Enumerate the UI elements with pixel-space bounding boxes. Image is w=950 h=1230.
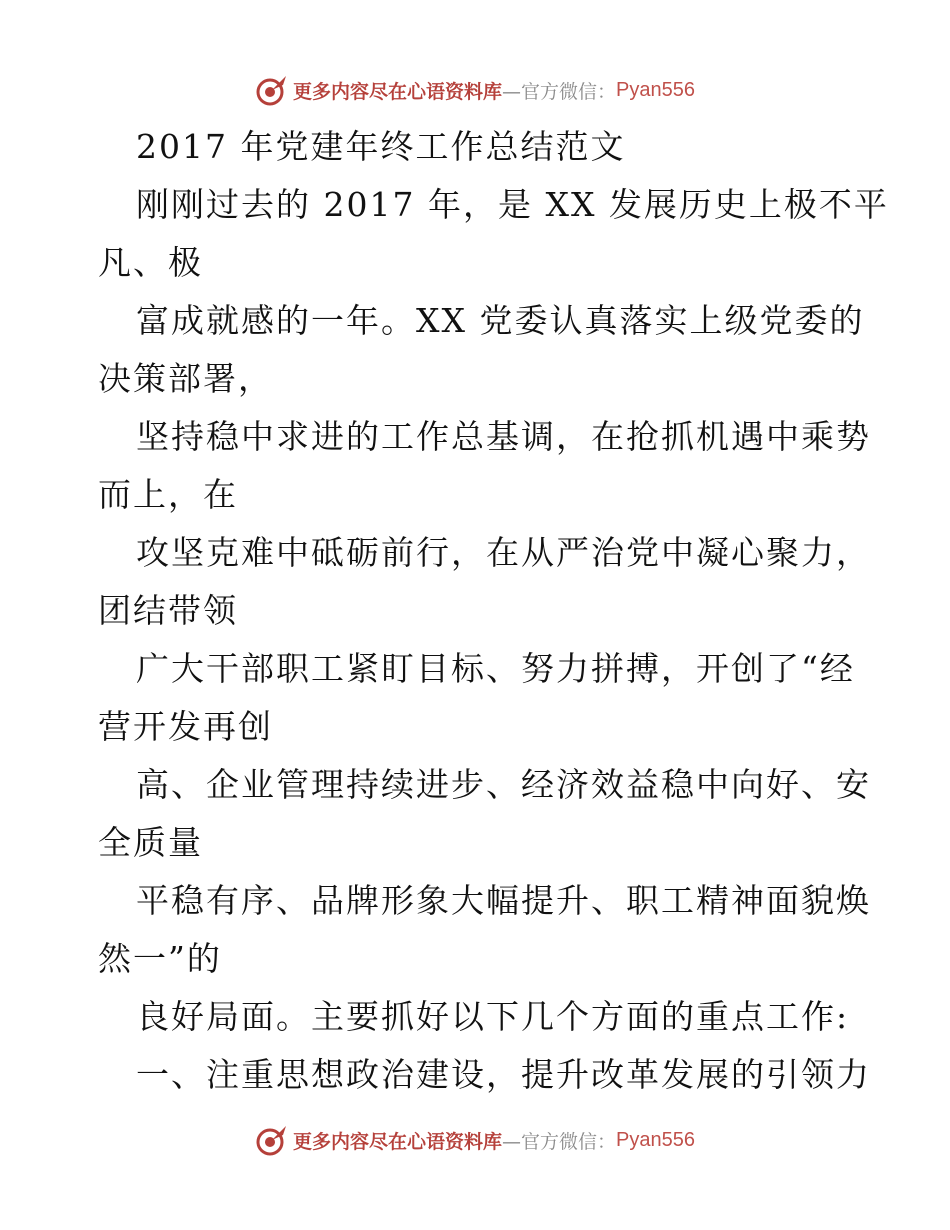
- watermark-brand-text: 更多内容尽在心语资料库: [293, 1130, 503, 1153]
- paragraph-line: 坚持稳中求进的工作总基调，在抢抓机遇中乘势: [136, 417, 871, 456]
- watermark-separator: —官方微信：: [502, 1130, 617, 1153]
- quill-logo-icon: [255, 1123, 289, 1157]
- watermark-brand-text: 更多内容尽在心语资料库: [293, 80, 503, 103]
- document-body: [98, 118, 889, 1104]
- watermark-wechat-id: Pyan556: [616, 78, 695, 101]
- document-title: 2017 年党建年终工作总结范文: [136, 127, 626, 166]
- paragraph-line: 平稳有序、品牌形象大幅提升、职工精神面貌焕: [136, 881, 871, 920]
- paragraph-line: 凡、极: [98, 243, 203, 282]
- paragraph-line: 攻坚克难中砥砺前行，在从严治党中凝心聚力，: [136, 533, 871, 572]
- paragraph-line: 高、企业管理持续进步、经济效益稳中向好、安: [136, 765, 871, 804]
- watermark-banner-bottom: [0, 1120, 950, 1160]
- paragraph-line: 决策部署，: [98, 359, 273, 398]
- paragraph-line: 全质量: [98, 823, 203, 862]
- paragraph-line: 富成就感的一年。XX 党委认真落实上级党委的: [136, 301, 865, 340]
- paragraph-line: 良好局面。主要抓好以下几个方面的重点工作:: [136, 997, 850, 1036]
- section-heading: 一、注重思想政治建设，提升改革发展的引领力: [136, 1055, 871, 1094]
- paragraph-line: 广大干部职工紧盯目标、努力拼搏，开创了“经: [136, 649, 855, 688]
- paragraph-line: 营开发再创: [98, 707, 273, 746]
- paragraph-line: 然一”的: [98, 939, 222, 978]
- watermark-wechat-id: Pyan556: [616, 1128, 695, 1151]
- paragraph-line: 刚刚过去的 2017 年，是 XX 发展历史上极不平: [136, 185, 889, 224]
- quill-logo-icon: [255, 73, 289, 107]
- paragraph-line: 团结带领: [98, 591, 238, 630]
- watermark-separator: —官方微信：: [502, 80, 617, 103]
- watermark-banner-top: [0, 70, 950, 110]
- paragraph-line: 而上，在: [98, 475, 238, 514]
